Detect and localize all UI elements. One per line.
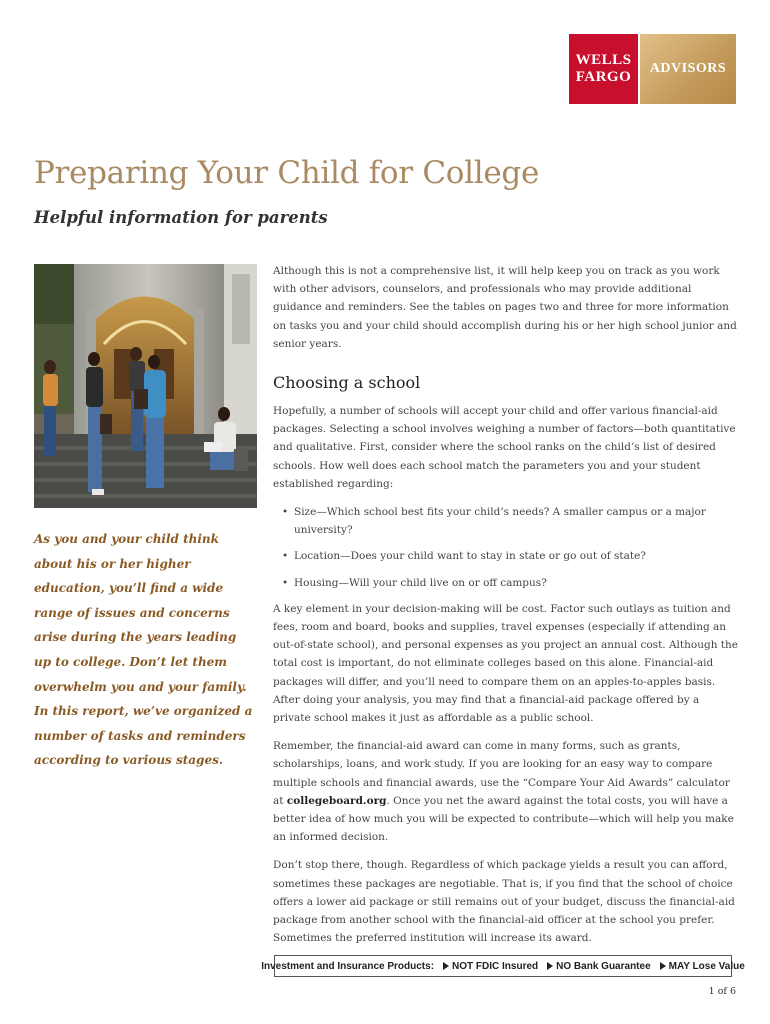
triangle-bullet-icon bbox=[547, 962, 553, 970]
investment-disclaimer bbox=[261, 955, 745, 977]
body-paragraph bbox=[273, 737, 739, 846]
criteria-list bbox=[273, 503, 739, 592]
disclaimer-item bbox=[547, 961, 650, 972]
disclaimer-item bbox=[660, 961, 745, 972]
logo-brand-line1: WELLS bbox=[575, 52, 632, 68]
body-paragraph: Hopefully, a number of schools will accept your child and offer various financial-aid packages. Selecting a school involves weighing a number of factors—both quantitative and qualitative. First, consider where the school ranks on the child’s list of desired schools. How well does each school match the parameters you and your student established regarding: bbox=[273, 405, 736, 490]
main-content bbox=[273, 262, 739, 958]
pull-quote bbox=[34, 527, 256, 773]
page-subtitle: Helpful information for parents bbox=[34, 208, 328, 227]
body-paragraph: Don’t stop there, though. Regardless of which package yields a result you can afford, sometimes these packages are negotiable. That is, if you find that the school of choice offers a lower aid package or still remains out of your budget, discuss the financial-aid package from another school with the financial-aid officer at the school you prefer. Sometimes the preferred institution will increase its award. bbox=[273, 859, 735, 945]
disclaimer-item-text: NO Bank Guarantee bbox=[556, 960, 651, 972]
intro-paragraph: Although this is not a comprehensive list, it will help keep you on track as you work with other advisors, counselors, and professionals who may provide additional guidance and reminders. See the tables on pages two and three for more information on tasks you and your child should accomplish during his or her high school junior and senior years. bbox=[273, 265, 737, 350]
collegeboard-link[interactable]: collegeboard.org bbox=[286, 794, 387, 807]
pull-quote-text: In this report, we’ve organized a number of tasks and reminders according to various stages. bbox=[34, 704, 253, 768]
page-title: Preparing Your Child for College bbox=[34, 155, 539, 191]
triangle-bullet-icon bbox=[443, 962, 449, 970]
list-item: • Size—Which school best fits your child’s needs? A smaller campus or a major university? bbox=[273, 503, 739, 539]
logo-brand-line2: FARGO bbox=[575, 69, 632, 85]
logo-division-block bbox=[640, 34, 736, 104]
triangle-bullet-icon bbox=[660, 962, 666, 970]
body-text: . Once you net the award against the total costs, you will have a better idea of how much you will be expected to contribute—which will help you make an informed decision. bbox=[273, 794, 734, 844]
disclaimer-label: Investment and Insurance Products: bbox=[261, 960, 435, 972]
logo-brand-block bbox=[569, 34, 638, 104]
pull-quote-text: As you and your child think about his or her higher education, you’ll find a wide range of issues and concerns arise during the years leading up to college. Don’t let them overwhelm you and your family. bbox=[34, 532, 247, 694]
logo-division: ADVISORS bbox=[649, 61, 727, 76]
section-heading: Choosing a school bbox=[273, 373, 421, 393]
disclaimer-item bbox=[443, 961, 538, 972]
list-item: • Location—Does your child want to stay in state or go out of state? bbox=[273, 547, 739, 565]
body-text: Remember, the financial-aid award can come in many forms, such as grants, scholarships, loans, and work study. If you are looking for an easy way to compare multiple schools and financial awards, use the “Compare Your Aid Awards” calculator at bbox=[273, 740, 730, 807]
wells-fargo-advisors-logo bbox=[569, 34, 736, 104]
disclaimer-item-text: NOT FDIC Insured bbox=[452, 960, 539, 972]
list-item: • Housing—Will your child live on or off campus? bbox=[273, 574, 739, 592]
page-number: 1 of 6 bbox=[708, 986, 736, 997]
students-on-steps-photo bbox=[34, 264, 257, 508]
disclaimer-item-text: MAY Lose Value bbox=[668, 960, 745, 972]
body-paragraph: A key element in your decision-making will be cost. Factor such outlays as tuition and fees, room and board, books and supplies, travel expenses (especially if attending an out-of-state school), and personal expenses as you project an annual cost. Although the total cost is important, do not eliminate colleges based on this alone. Financial-aid packages will differ, and you’ll need to compare them on an apples-to-apples basis. After doing your analysis, you may find that a financial-aid package offered by a private school makes it just as affordable as a public school. bbox=[273, 602, 738, 725]
